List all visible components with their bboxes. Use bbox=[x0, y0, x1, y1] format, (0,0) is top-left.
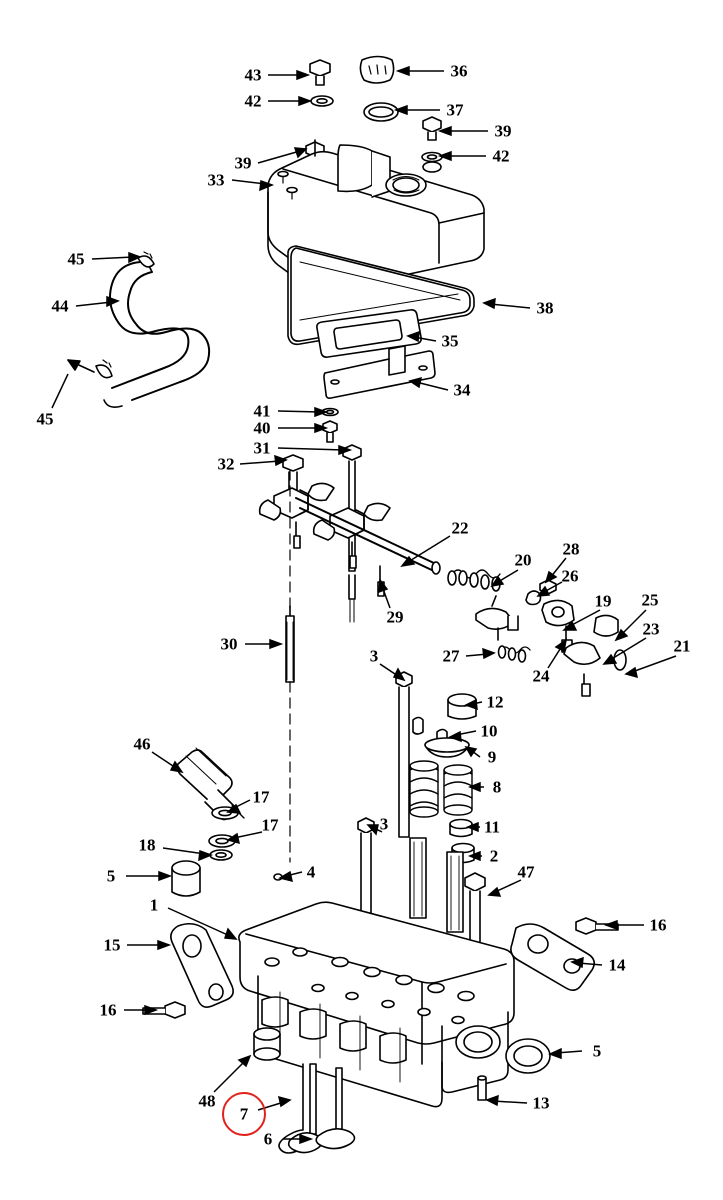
callout-28: 28 bbox=[562, 539, 580, 559]
callout-1: 1 bbox=[149, 895, 159, 915]
valve-spring-stack bbox=[358, 672, 476, 932]
part-15-bracket bbox=[171, 924, 233, 1007]
callout-9: 9 bbox=[487, 747, 497, 767]
part-5a-plug bbox=[172, 861, 200, 896]
callout-26: 26 bbox=[561, 566, 579, 586]
callout-29: 29 bbox=[386, 607, 404, 627]
rocker-arms-right bbox=[476, 596, 626, 696]
callout-5b: 5 bbox=[592, 1041, 602, 1061]
part-45a-clamp bbox=[138, 252, 154, 267]
callout-42a: 42 bbox=[244, 91, 262, 111]
callout-8: 8 bbox=[492, 777, 502, 797]
callout-45a: 45 bbox=[67, 249, 85, 269]
part-40-bolt bbox=[323, 421, 337, 442]
callout-16a: 16 bbox=[649, 915, 667, 935]
callout-13: 13 bbox=[532, 1093, 550, 1113]
part-5b-plug bbox=[506, 1039, 550, 1073]
callout-33: 33 bbox=[207, 170, 225, 190]
callout-6: 6 bbox=[263, 1129, 273, 1149]
callout-27: 27 bbox=[442, 646, 460, 666]
callout-43: 43 bbox=[244, 65, 262, 85]
callout-32: 32 bbox=[217, 454, 235, 474]
callout-39a: 39 bbox=[494, 121, 512, 141]
part-43-bolt bbox=[310, 60, 330, 85]
callout-24: 24 bbox=[532, 666, 550, 686]
part-36-clip bbox=[360, 57, 393, 84]
part-44-hose bbox=[104, 261, 209, 407]
callout-19: 19 bbox=[594, 591, 612, 611]
part-39a-bolt bbox=[423, 117, 441, 140]
callout-21: 21 bbox=[673, 636, 691, 656]
callout-17b: 17 bbox=[261, 815, 279, 835]
callout-39b: 39 bbox=[234, 153, 252, 173]
callout-22: 22 bbox=[451, 518, 469, 538]
part-30-pushrods bbox=[286, 470, 294, 862]
part-18-seal bbox=[210, 850, 232, 860]
callout-3a: 3 bbox=[369, 646, 379, 666]
callout-11: 11 bbox=[483, 817, 501, 837]
callout-4: 4 bbox=[306, 862, 316, 882]
callout-37: 37 bbox=[446, 100, 464, 120]
part-6-valve bbox=[316, 1068, 354, 1149]
callout-45b: 45 bbox=[36, 409, 54, 429]
part-42b-washer bbox=[422, 153, 442, 162]
callout-12: 12 bbox=[486, 692, 504, 712]
part-20-spring bbox=[448, 570, 500, 591]
arrow-45b bbox=[68, 360, 94, 372]
callout-14: 14 bbox=[608, 955, 626, 975]
part-26-clip bbox=[526, 591, 541, 605]
rocker-shaft-assembly bbox=[260, 445, 440, 622]
part-37-oring bbox=[364, 103, 398, 121]
callout-34: 34 bbox=[453, 380, 471, 400]
callout-31: 31 bbox=[253, 438, 271, 458]
callout-36: 36 bbox=[450, 61, 468, 81]
callout-17a: 17 bbox=[252, 787, 270, 807]
callout-46: 46 bbox=[133, 734, 151, 754]
callout-44: 44 bbox=[51, 296, 69, 316]
callout-38: 38 bbox=[536, 298, 554, 318]
callout-20: 20 bbox=[514, 550, 532, 570]
callout-40: 40 bbox=[253, 418, 271, 438]
callout-16b: 16 bbox=[99, 1000, 117, 1020]
part-13-dowel bbox=[478, 1076, 486, 1100]
callout-7: 7 bbox=[239, 1104, 249, 1124]
callout-15: 15 bbox=[103, 935, 121, 955]
part-42a-washer bbox=[311, 96, 333, 106]
callout-18: 18 bbox=[138, 835, 156, 855]
callout-2: 2 bbox=[489, 846, 499, 866]
callout-10: 10 bbox=[480, 721, 498, 741]
part-45b-clamp bbox=[96, 360, 112, 378]
callout-41: 41 bbox=[253, 401, 271, 421]
callout-23: 23 bbox=[642, 619, 660, 639]
callout-35: 35 bbox=[441, 331, 459, 351]
part-48-cap bbox=[254, 1028, 280, 1060]
callout-30: 30 bbox=[220, 634, 238, 654]
callout-42b: 42 bbox=[492, 146, 510, 166]
callout-25: 25 bbox=[641, 590, 659, 610]
callout-3b: 3 bbox=[379, 814, 389, 834]
callout-5a: 5 bbox=[106, 866, 116, 886]
callout-48: 48 bbox=[198, 1091, 216, 1111]
callout-47: 47 bbox=[517, 862, 535, 882]
part-14-bracket bbox=[511, 924, 594, 990]
